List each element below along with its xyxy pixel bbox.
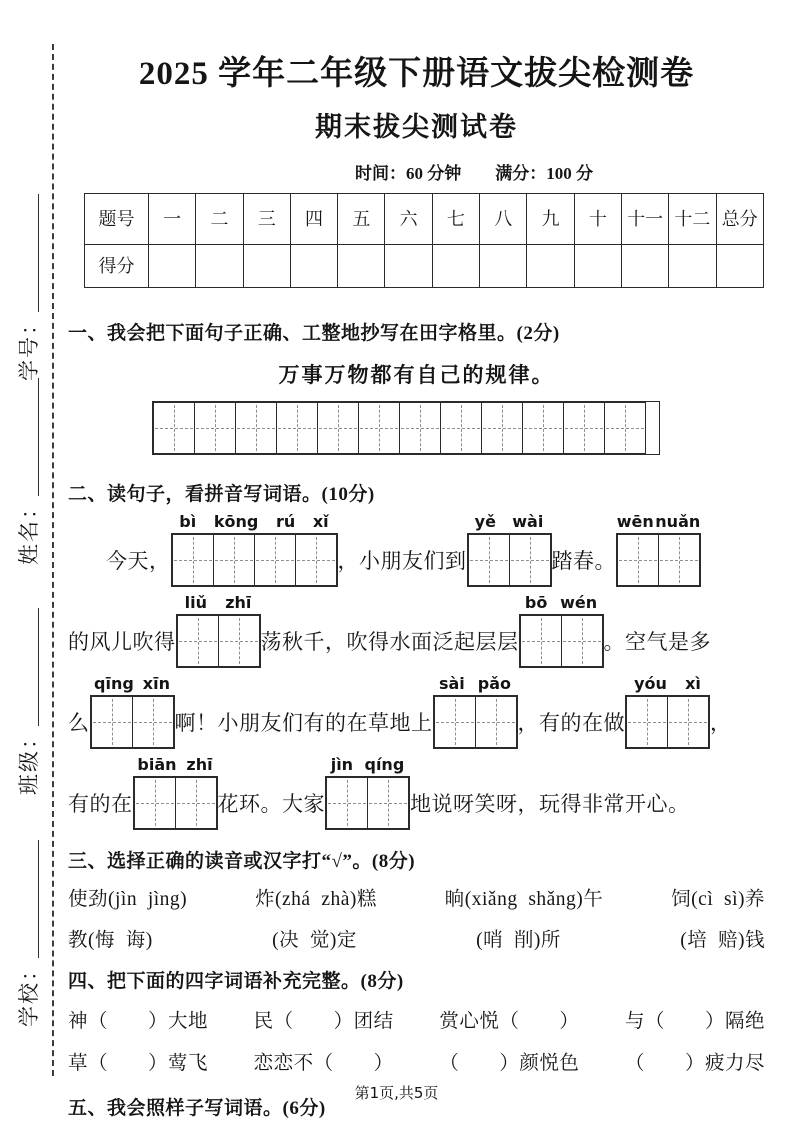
pinyin-label <box>625 672 710 695</box>
score-table <box>84 193 764 288</box>
pinyin-syllable: yóu <box>634 674 667 694</box>
answer-cell[interactable] <box>561 615 603 667</box>
pinyin-syllable: qíng <box>364 755 405 775</box>
passage-text: ，小朋友们到 <box>337 549 467 574</box>
pinyin-syllable: rú <box>275 512 296 532</box>
passage-line-4 <box>68 753 765 830</box>
question-column-6: 六 <box>385 194 432 245</box>
score-cell-8[interactable] <box>480 245 527 288</box>
idiom-item: 神（ ）大地 <box>68 1011 209 1033</box>
idiom-item: 民（ ）团结 <box>253 1011 394 1033</box>
margin-label-blank-name[interactable] <box>38 378 39 496</box>
pinyin-answer-box <box>519 591 604 668</box>
score-table-header-label: 题号 <box>85 194 149 245</box>
pinyin-syllable: xǐ <box>312 512 329 532</box>
tianzige-cell[interactable] <box>604 402 646 454</box>
pinyin-syllable: bì <box>179 512 197 532</box>
score-cell-11[interactable] <box>621 245 668 288</box>
passage-text: 么 <box>68 711 90 736</box>
margin-label-text-class: 班级： <box>17 726 41 795</box>
section-five-heading: 五、我会照样子写词语。(6分) <box>68 1098 326 1120</box>
pinyin-label <box>519 591 604 614</box>
answer-cell[interactable] <box>658 534 700 586</box>
answer-grid <box>171 533 338 587</box>
idiom-row-2 <box>68 1047 769 1075</box>
pinyin-answer-box <box>171 510 338 587</box>
choice-item: 使劲(jìn jìng) <box>68 889 188 911</box>
choice-row-1 <box>68 883 765 911</box>
score-cell-6[interactable] <box>385 245 432 288</box>
margin-label-school <box>10 797 46 1027</box>
question-column-5: 五 <box>338 194 385 245</box>
section-one-heading: 一、我会把下面句子正确、工整地抄写在田字格里。(2分) <box>68 323 560 345</box>
answer-grid <box>176 614 261 668</box>
score-cell-9[interactable] <box>527 245 574 288</box>
answer-cell[interactable] <box>626 696 668 748</box>
pinyin-syllable: pǎo <box>477 674 512 694</box>
pinyin-syllable: wēn <box>616 512 654 532</box>
question-column-10: 十 <box>574 194 621 245</box>
pinyin-syllable: kōng <box>213 512 259 532</box>
choice-item: 教(悔 诲) <box>68 930 153 952</box>
pinyin-label <box>171 510 338 533</box>
answer-cell[interactable] <box>254 534 296 586</box>
passage-text: 今天， <box>106 549 171 574</box>
pinyin-label <box>616 510 701 533</box>
idiom-row-1 <box>68 1005 769 1033</box>
score-cell-3[interactable] <box>243 245 290 288</box>
margin-label-text-name: 姓名： <box>17 496 41 565</box>
answer-cell[interactable] <box>667 696 709 748</box>
question-column-3: 三 <box>243 194 290 245</box>
exam-meta: 时间：60 分钟 满分：100 分 <box>355 164 593 184</box>
pinyin-syllable: liǔ <box>184 593 207 613</box>
pinyin-label <box>325 753 410 776</box>
pinyin-label <box>90 672 175 695</box>
answer-cell[interactable] <box>91 696 133 748</box>
pinyin-label <box>433 672 518 695</box>
answer-cell[interactable] <box>326 777 368 829</box>
tianzige-cell[interactable] <box>399 402 441 454</box>
tianzige-cell[interactable] <box>481 402 523 454</box>
exam-content <box>68 0 765 1120</box>
answer-cell[interactable] <box>509 534 551 586</box>
copy-sentence: 万事万物都有自己的规律。 <box>278 363 555 388</box>
passage-text: 有的在 <box>68 792 133 817</box>
section-four-heading: 四、把下面的四字词语补充完整。(8分) <box>68 971 404 993</box>
section-three-heading: 三、选择正确的读音或汉字打“√”。(8分) <box>68 851 416 873</box>
tianzige-cell[interactable] <box>522 402 564 454</box>
answer-grid <box>325 776 410 830</box>
answer-cell[interactable] <box>177 615 219 667</box>
answer-cell[interactable] <box>175 777 217 829</box>
answer-grid <box>433 695 518 749</box>
pinyin-syllable: xì <box>685 674 701 694</box>
question-column-13: 总分 <box>716 194 763 245</box>
pinyin-answer-box <box>133 753 218 830</box>
pinyin-syllable: zhī <box>225 593 252 613</box>
page-title: 2025 学年二年级下册语文拔尖检测卷 <box>138 56 695 92</box>
question-column-8: 八 <box>480 194 527 245</box>
page-number: 第1页,共5页 <box>354 1084 439 1102</box>
passage-text: ，有的在做 <box>517 711 625 736</box>
margin-label-class <box>10 565 46 795</box>
pinyin-answer-box <box>325 753 410 830</box>
pinyin-syllable: bō <box>524 593 548 613</box>
answer-cell[interactable] <box>172 534 214 586</box>
answer-grid <box>90 695 175 749</box>
idiom-item: （ ）疲力尽 <box>624 1053 765 1075</box>
pinyin-answer-box <box>176 591 261 668</box>
pinyin-answer-box <box>625 672 710 749</box>
tianzige-cell[interactable] <box>358 402 400 454</box>
answer-cell[interactable] <box>218 615 260 667</box>
tianzige-cell[interactable] <box>440 402 482 454</box>
passage-text: 啊！小朋友们有的在草地上 <box>174 711 433 736</box>
score-cell-5[interactable] <box>338 245 385 288</box>
pinyin-answer-box <box>616 510 701 587</box>
pinyin-label <box>467 510 552 533</box>
tianzige-cell[interactable] <box>317 402 359 454</box>
passage-text: 。空气是多 <box>603 630 711 655</box>
pinyin-syllable: sài <box>438 674 465 694</box>
answer-cell[interactable] <box>434 696 476 748</box>
passage-text: ， <box>710 711 732 736</box>
answer-cell[interactable] <box>520 615 562 667</box>
passage-line-2 <box>68 591 765 668</box>
answer-cell[interactable] <box>468 534 510 586</box>
fold-cut-line <box>52 44 54 1076</box>
pinyin-syllable: wén <box>560 593 598 613</box>
question-column-1: 一 <box>149 194 196 245</box>
answer-grid <box>467 533 552 587</box>
question-column-7: 七 <box>432 194 479 245</box>
answer-grid <box>519 614 604 668</box>
answer-grid <box>625 695 710 749</box>
pinyin-syllable: jìn <box>330 755 354 775</box>
section-two-heading: 二、读句子，看拼音写词语。(10分) <box>68 484 375 506</box>
passage-text: 荡秋千，吹得水面泛起层层 <box>260 630 519 655</box>
tianzige-cell[interactable] <box>235 402 277 454</box>
score-cell-2[interactable] <box>196 245 243 288</box>
margin-label-text-school: 学校： <box>17 958 41 1027</box>
tianzige-cell[interactable] <box>153 402 195 454</box>
pinyin-answer-box <box>90 672 175 749</box>
question-column-2: 二 <box>196 194 243 245</box>
idiom-item: 草（ ）莺飞 <box>68 1053 209 1075</box>
choice-item: 炸(zhá zhà)糕 <box>255 889 377 911</box>
margin-label-text-student-id: 学号： <box>17 312 41 381</box>
margin-label-blank-student-id[interactable] <box>38 194 39 312</box>
answer-cell[interactable] <box>295 534 337 586</box>
margin-label-name <box>10 335 46 565</box>
answer-cell[interactable] <box>132 696 174 748</box>
passage-line-3 <box>68 672 765 749</box>
score-cell-7[interactable] <box>432 245 479 288</box>
answer-grid <box>616 533 701 587</box>
tianzige-cell[interactable] <box>563 402 605 454</box>
tianzige-cell[interactable] <box>276 402 318 454</box>
answer-cell[interactable] <box>134 777 176 829</box>
answer-cell[interactable] <box>475 696 517 748</box>
answer-cell[interactable] <box>213 534 255 586</box>
score-row-label: 得分 <box>85 245 149 288</box>
answer-grid <box>133 776 218 830</box>
choice-item: (哨 削)所 <box>476 930 561 952</box>
pinyin-answer-box <box>467 510 552 587</box>
copy-grid <box>152 401 660 455</box>
pinyin-answer-box <box>433 672 518 749</box>
pinyin-syllable: yě <box>474 512 496 532</box>
pinyin-syllable: xīn <box>142 674 170 694</box>
pinyin-syllable: wài <box>512 512 544 532</box>
passage-text: 地说呀笑呀，玩得非常开心。 <box>410 792 690 817</box>
choice-item: (决 觉)定 <box>272 930 357 952</box>
question-column-12: 十二 <box>669 194 716 245</box>
idiom-item: （ ）颜悦色 <box>439 1053 580 1075</box>
choice-item: (培 赔)钱 <box>680 930 765 952</box>
pinyin-syllable: qīng <box>94 674 134 694</box>
answer-cell[interactable] <box>367 777 409 829</box>
idiom-item: 恋恋不（ ） <box>253 1053 394 1075</box>
pinyin-syllable: biān <box>137 755 177 775</box>
pinyin-syllable: nuǎn <box>655 512 701 532</box>
pinyin-syllable: zhī <box>186 755 213 775</box>
page-subtitle: 期末拔尖测试卷 <box>315 112 518 143</box>
tianzige-cell[interactable] <box>194 402 236 454</box>
pinyin-label <box>176 591 261 614</box>
passage-text: 的风儿吹得 <box>68 630 176 655</box>
idiom-item: 赏心悦（ ） <box>439 1011 580 1033</box>
passage-text: 花环。大家 <box>217 792 325 817</box>
choice-row-2 <box>68 924 779 952</box>
question-column-4: 四 <box>290 194 337 245</box>
pinyin-label <box>133 753 218 776</box>
margin-label-blank-class[interactable] <box>38 608 39 726</box>
pinyin-passage <box>68 510 765 830</box>
question-column-11: 十一 <box>621 194 668 245</box>
answer-cell[interactable] <box>617 534 659 586</box>
choice-item: 晌(xiǎng shǎng)午 <box>444 889 604 911</box>
margin-label-blank-school[interactable] <box>38 840 39 958</box>
score-cell-13[interactable] <box>716 245 763 288</box>
passage-text: 踏春。 <box>551 549 616 574</box>
score-cell-4[interactable] <box>290 245 337 288</box>
score-cell-1[interactable] <box>149 245 196 288</box>
passage-line-1 <box>68 510 765 587</box>
choice-item: 饲(cì sì)养 <box>671 889 765 911</box>
question-column-9: 九 <box>527 194 574 245</box>
score-cell-12[interactable] <box>669 245 716 288</box>
score-cell-10[interactable] <box>574 245 621 288</box>
idiom-item: 与（ ）隔绝 <box>624 1011 765 1033</box>
